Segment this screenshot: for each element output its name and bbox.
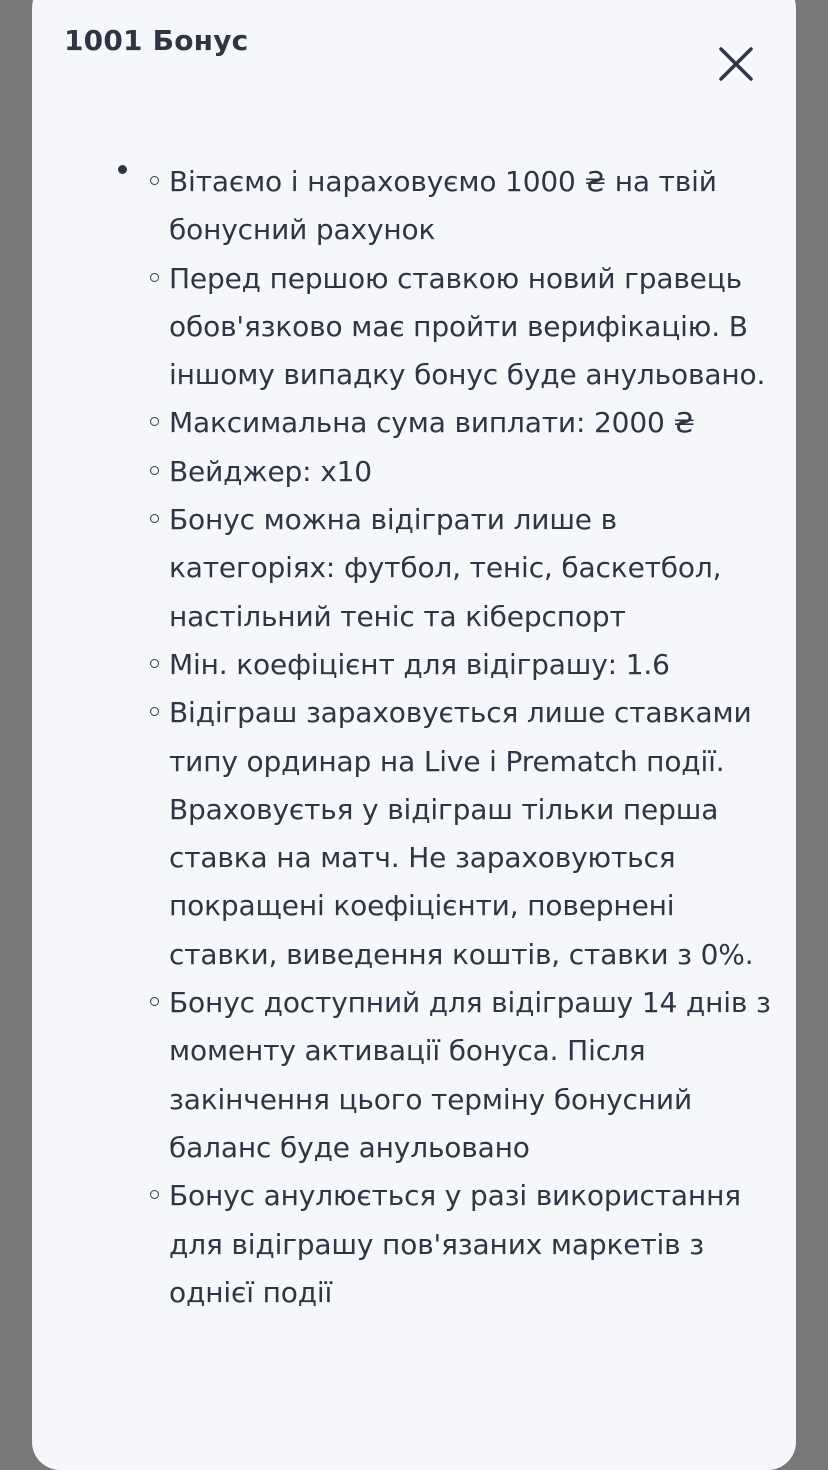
close-button[interactable] — [714, 42, 758, 86]
list-item — [169, 641, 779, 689]
circle-bullet — [150, 707, 159, 716]
list-item — [169, 689, 779, 979]
list-item — [169, 399, 779, 447]
circle-bullet — [150, 176, 159, 185]
circle-bullet — [150, 1190, 159, 1199]
close-icon — [714, 42, 758, 86]
rule-text: Бонус анулюється у разі використання для відіграшу пов'язаних маркетів з однієї події — [169, 1179, 741, 1309]
circle-bullet — [150, 417, 159, 426]
circle-bullet — [150, 997, 159, 1006]
rule-text: Бонус можна відіграти лише в категоріях: футбол, теніс, баскетбол, настільний теніс та кіберспорт — [169, 503, 722, 633]
list-item — [169, 496, 779, 641]
list-item — [169, 158, 779, 255]
rule-text: Максимальна сума виплати: 2000 ₴ — [169, 406, 695, 440]
circle-bullet — [150, 659, 159, 668]
rule-text: Мін. коефіцієнт для відіграшу: 1.6 — [169, 647, 670, 681]
rule-text: Вітаємо і нараховуємо 1000 ₴ на твій бонусний рахунок — [169, 165, 717, 247]
rule-text: Вейджер: х10 — [169, 454, 372, 488]
list-item — [169, 979, 779, 1172]
list-bullet — [118, 165, 127, 174]
list-item — [169, 1172, 779, 1317]
rule-text: Перед першою ставкою новий гравець обов'язково має пройти верифікацію. В іншому випадку бонус буде анульовано. — [169, 261, 766, 392]
list-item — [169, 255, 779, 400]
bonus-rules-list — [169, 158, 779, 1317]
list-item — [169, 448, 779, 496]
circle-bullet — [150, 466, 159, 475]
rule-text: Бонус доступний для відіграшу 14 днів з моменту активації бонуса. Після закінчення цього терміну бонусний баланс буде анульовано — [169, 986, 771, 1164]
circle-bullet — [150, 273, 159, 282]
rule-text: Відіграш зараховується лише ставками типу ординар на Live і Prematch події. Враховуєтья у відіграш тільки перша ставка на матч. Не зараховуються покращені коефіцієнти, повернені ставки, виведення коштів, ставки з 0%. — [169, 696, 754, 971]
modal-title: 1001 Бонус — [64, 24, 249, 57]
circle-bullet — [150, 514, 159, 523]
bonus-modal — [32, 0, 796, 1470]
